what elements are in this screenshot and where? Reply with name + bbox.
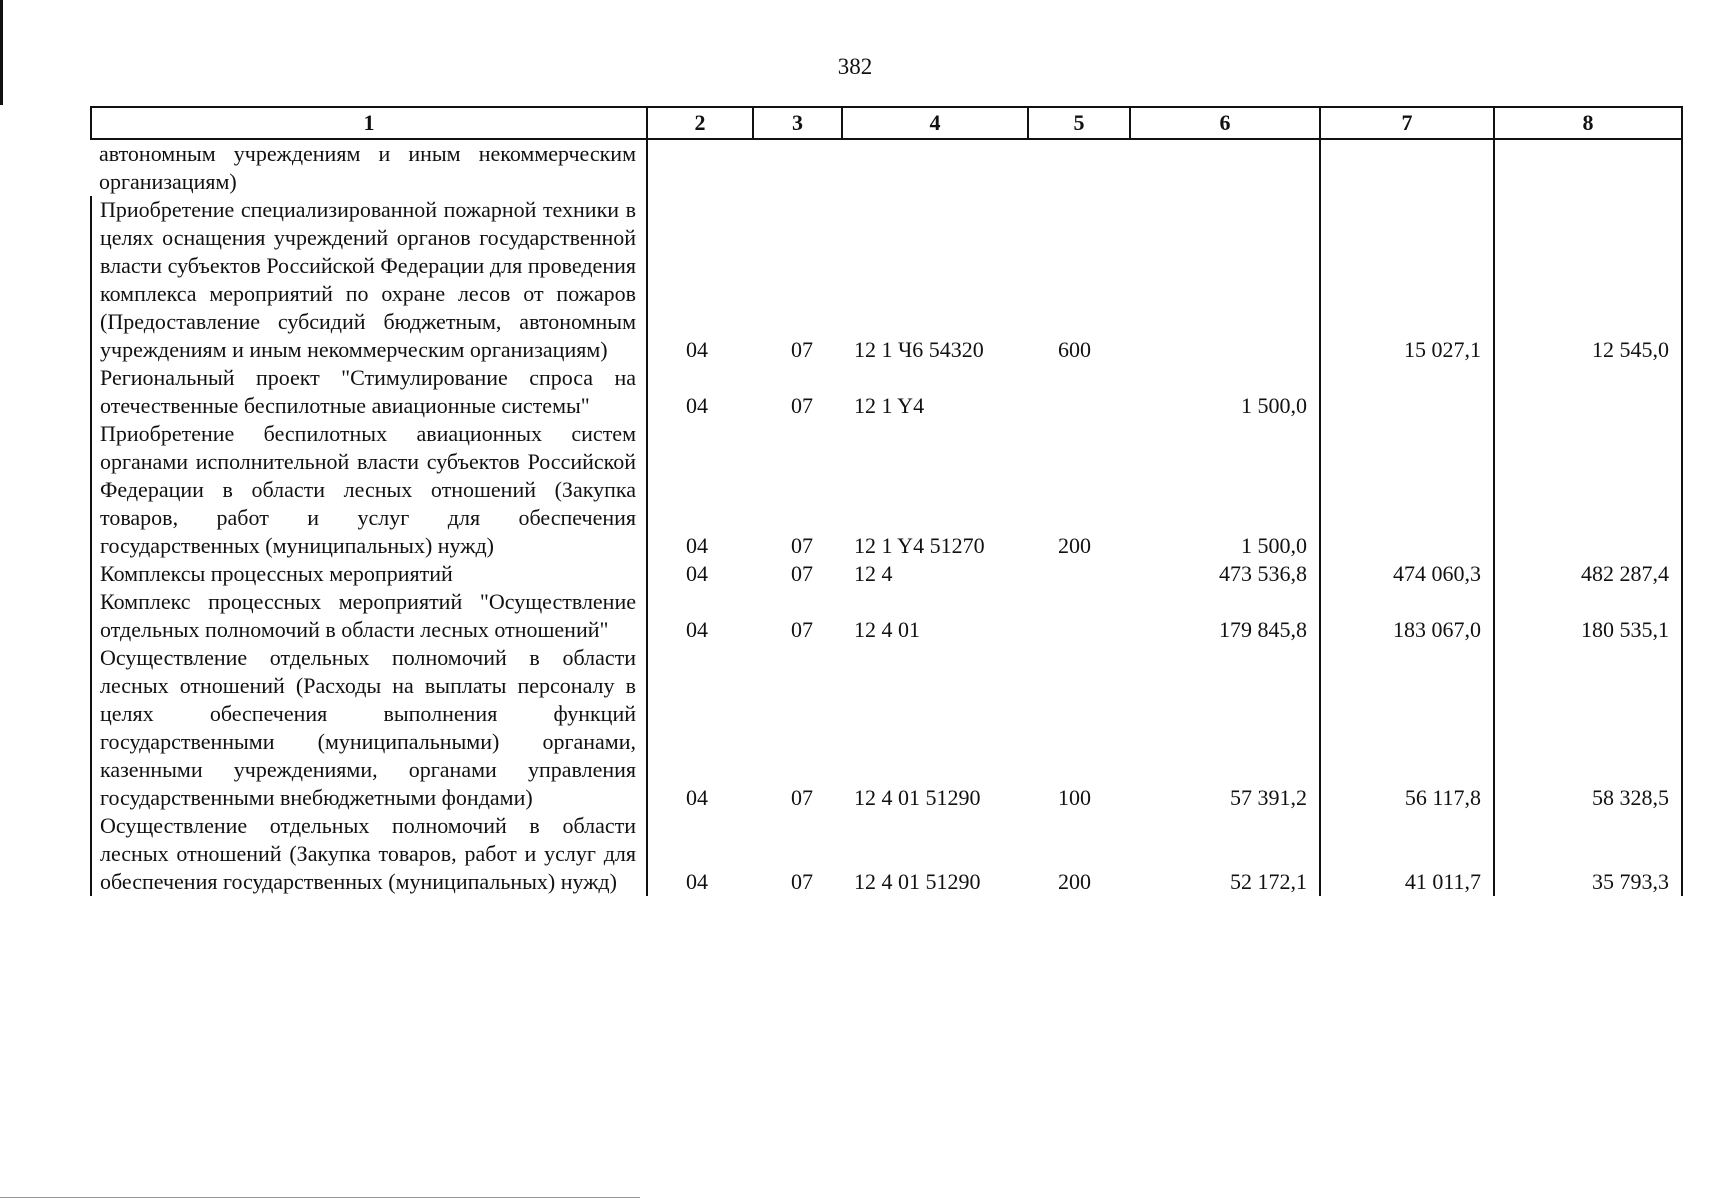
header-col-2: 2 bbox=[647, 107, 753, 139]
cell-subsection: 07 bbox=[791, 869, 813, 894]
table-row bbox=[91, 139, 1682, 196]
header-col-7: 7 bbox=[1320, 107, 1494, 139]
cell-subsection bbox=[753, 139, 842, 196]
cell-sum-col-8: 35 793,3 bbox=[1494, 812, 1682, 896]
cell-target-article: 12 1 Y4 51270 bbox=[854, 533, 985, 558]
cell-subsection: 07 bbox=[791, 337, 813, 362]
cell-target-article: 12 1 Y4 bbox=[854, 393, 925, 418]
cell-sum-col-8: 180 535,1 bbox=[1494, 588, 1682, 644]
cell-subsection: 07 bbox=[791, 785, 813, 810]
cell-sum-col-6 bbox=[1130, 196, 1320, 364]
table-row bbox=[91, 812, 1682, 896]
header-col-4: 4 bbox=[842, 107, 1028, 139]
cell-sum-col-6: 179 845,8 bbox=[1130, 588, 1320, 644]
cell-section: 04 bbox=[686, 785, 708, 810]
cell-name: Приобретение специализированной пожарной техники в целях оснащения учреждений органов государственной власти субъектов Российской Федерации для проведения комплекса мероприятий по охране лесов от пожаров (Предоставление субсидий бюджетным, автономным учреждениям и иным некоммерческим организациям) bbox=[91, 196, 647, 364]
cell-expense-type bbox=[1028, 588, 1130, 644]
cell-sum-col-7 bbox=[1320, 420, 1494, 560]
page-number: 382 bbox=[837, 54, 873, 79]
cell-target-article bbox=[842, 139, 1028, 196]
cell-sum-col-8 bbox=[1494, 139, 1682, 196]
cell-sum-col-6: 473 536,8 bbox=[1130, 560, 1320, 588]
header-col-5: 5 bbox=[1028, 107, 1130, 139]
cell-section: 04 bbox=[686, 561, 708, 586]
cell-expense-type bbox=[1028, 364, 1130, 420]
cell-expense-type bbox=[1028, 139, 1130, 196]
cell-sum-col-8 bbox=[1494, 420, 1682, 560]
table-row bbox=[91, 644, 1682, 812]
cell-sum-col-7: 474 060,3 bbox=[1320, 560, 1494, 588]
header-row bbox=[91, 107, 1682, 139]
cell-sum-col-6 bbox=[1130, 139, 1320, 196]
cell-expense-type: 200 bbox=[1058, 869, 1091, 894]
table-header bbox=[91, 107, 1682, 139]
cell-target-article: 12 1 Ч6 54320 bbox=[854, 337, 984, 362]
cell-sum-col-8: 482 287,4 bbox=[1494, 560, 1682, 588]
cell-sum-col-6: 52 172,1 bbox=[1130, 812, 1320, 896]
cell-target-article: 12 4 01 bbox=[854, 617, 920, 642]
cell-subsection: 07 bbox=[791, 533, 813, 558]
cell-sum-col-8 bbox=[1494, 364, 1682, 420]
cell-name: Региональный проект "Стимулирование спроса на отечественные беспилотные авиационные системы" bbox=[91, 364, 647, 420]
cell-section: 04 bbox=[686, 533, 708, 558]
cell-section bbox=[647, 139, 753, 196]
cell-section: 04 bbox=[686, 393, 708, 418]
cell-sum-col-6: 57 391,2 bbox=[1130, 644, 1320, 812]
header-col-6: 6 bbox=[1130, 107, 1320, 139]
table-body bbox=[91, 139, 1682, 896]
cell-section: 04 bbox=[686, 617, 708, 642]
table-row bbox=[91, 420, 1682, 560]
cell-sum-col-7: 15 027,1 bbox=[1320, 196, 1494, 364]
table-row bbox=[91, 364, 1682, 420]
table-row bbox=[91, 560, 1682, 588]
cell-sum-col-6: 1 500,0 bbox=[1130, 364, 1320, 420]
cell-sum-col-7 bbox=[1320, 364, 1494, 420]
budget-table bbox=[90, 106, 1683, 896]
cell-name: Комплекс процессных мероприятий "Осуществление отдельных полномочий в области лесных отношений" bbox=[91, 588, 647, 644]
cell-target-article: 12 4 01 51290 bbox=[854, 785, 981, 810]
cell-section: 04 bbox=[686, 869, 708, 894]
header-col-8: 8 bbox=[1494, 107, 1682, 139]
cell-sum-col-6: 1 500,0 bbox=[1130, 420, 1320, 560]
cell-sum-col-7: 183 067,0 bbox=[1320, 588, 1494, 644]
cell-target-article: 12 4 bbox=[854, 561, 893, 586]
cell-name: Приобретение беспилотных авиационных систем органами исполнительной власти субъектов Российской Федерации в области лесных отношений (Закупка товаров, работ и услуг для обеспечения государственных (муниципальных) нужд) bbox=[91, 420, 647, 560]
cell-sum-col-8: 58 328,5 bbox=[1494, 644, 1682, 812]
header-col-1: 1 bbox=[91, 107, 647, 139]
cell-expense-type: 100 bbox=[1058, 785, 1091, 810]
cell-target-article: 12 4 01 51290 bbox=[854, 869, 981, 894]
cell-expense-type: 600 bbox=[1058, 337, 1091, 362]
cell-section: 04 bbox=[686, 337, 708, 362]
table-row bbox=[91, 588, 1682, 644]
bottom-scan-line bbox=[0, 1197, 640, 1198]
cell-subsection: 07 bbox=[791, 561, 813, 586]
cell-expense-type bbox=[1028, 560, 1130, 588]
cell-sum-col-7: 41 011,7 bbox=[1320, 812, 1494, 896]
header-col-3: 3 bbox=[753, 107, 842, 139]
cell-name: автономным учреждениям и иным некоммерческим организациям) bbox=[91, 139, 647, 196]
cell-sum-col-8: 12 545,0 bbox=[1494, 196, 1682, 364]
cell-sum-col-7: 56 117,8 bbox=[1320, 644, 1494, 812]
cell-sum-col-7 bbox=[1320, 139, 1494, 196]
cell-name: Осуществление отдельных полномочий в области лесных отношений (Закупка товаров, работ и услуг для обеспечения государственных (муниципальных) нужд) bbox=[91, 812, 647, 896]
cell-name: Комплексы процессных мероприятий bbox=[91, 560, 647, 588]
cell-subsection: 07 bbox=[791, 393, 813, 418]
table-row bbox=[91, 196, 1682, 364]
cell-subsection: 07 bbox=[791, 617, 813, 642]
cell-name: Осуществление отдельных полномочий в области лесных отношений (Расходы на выплаты персоналу в целях обеспечения выполнения функций государственными (муниципальными) органами, казенными учреждениями, органами управления государственными внебюджетными фондами) bbox=[91, 644, 647, 812]
cell-expense-type: 200 bbox=[1058, 533, 1091, 558]
